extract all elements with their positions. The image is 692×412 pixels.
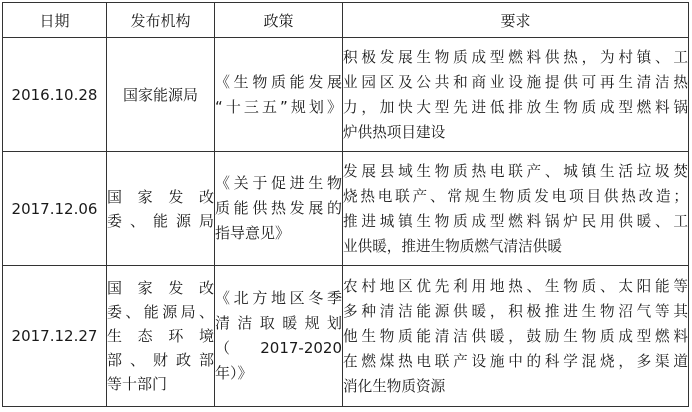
cell-org bbox=[107, 266, 215, 407]
requirement-line: 业供暖，推进生物质燃气清洁供暖 bbox=[343, 237, 562, 255]
requirement-line: 炉供热项目建设 bbox=[343, 123, 446, 141]
policy-table bbox=[2, 2, 689, 407]
org-line: 部、财政部 bbox=[107, 351, 214, 369]
table-row bbox=[3, 38, 689, 152]
requirement-line: 发展县域生物质热电联产、城镇生活垃圾焚 bbox=[343, 162, 688, 180]
requirement-line: 消化生物质资源 bbox=[343, 377, 446, 395]
requirement-line: 积极发展生物质成型燃料供热，为村镇、工 bbox=[343, 48, 688, 66]
org-line: 等十部门 bbox=[107, 375, 168, 393]
cell-policy bbox=[215, 152, 343, 266]
policy-line: “十三五”规划》 bbox=[215, 97, 342, 116]
cell-date: 2017.12.27 bbox=[3, 266, 107, 407]
table-row bbox=[3, 152, 689, 266]
header-policy: 政策 bbox=[215, 3, 343, 38]
policy-line: 年）》 bbox=[215, 364, 253, 382]
org-line: 国 家 发 改 bbox=[107, 187, 214, 206]
cell-date: 2016.10.28 bbox=[3, 38, 107, 152]
cell-requirement bbox=[343, 266, 689, 407]
requirement-line: 推进城镇生物质成型燃料锅炉民用供暖、工 bbox=[343, 212, 688, 230]
cell-requirement bbox=[343, 38, 689, 152]
header-requirement: 要求 bbox=[343, 3, 689, 38]
org-line: 委、能源局、 bbox=[107, 303, 214, 321]
policy-line: 《北方地区冬季 bbox=[215, 289, 342, 307]
org-line: 委、能源局 bbox=[107, 211, 214, 230]
cell-requirement bbox=[343, 152, 689, 266]
requirement-line: 烧热电联产、常规生物质发电项目供热改造； bbox=[343, 187, 688, 205]
table-row bbox=[3, 266, 689, 407]
org-line: 国家能源局 bbox=[122, 85, 198, 104]
policy-line: （ 2017-2020 bbox=[215, 339, 342, 357]
policy-line: 《生物质能发展 bbox=[215, 72, 342, 91]
policy-line: 指导意见》 bbox=[215, 224, 291, 242]
requirement-line: 多种清洁能源供暖，积极推进生物沼气等其 bbox=[343, 302, 688, 320]
policy-line: 质能供热发展的 bbox=[215, 199, 342, 217]
cell-date: 2017.12.06 bbox=[3, 152, 107, 266]
cell-org bbox=[107, 152, 215, 266]
header-org: 发布机构 bbox=[107, 3, 215, 38]
org-line: 生 态 环 境 bbox=[107, 327, 214, 345]
policy-line: 清洁取暖规划 bbox=[215, 314, 342, 332]
requirement-line: 力，加快大型先进低排放生物质成型燃料锅 bbox=[343, 98, 688, 116]
policy-line: 《关于促进生物 bbox=[215, 174, 342, 192]
requirement-line: 农村地区优先利用地热、生物质、太阳能等 bbox=[343, 277, 688, 295]
cell-policy bbox=[215, 266, 343, 407]
table-header-row bbox=[3, 3, 689, 38]
cell-org bbox=[107, 38, 215, 152]
requirement-line: 业园区及公共和商业设施提供可再生清洁热 bbox=[343, 73, 688, 91]
requirement-line: 在燃煤热电联产设施中的科学混烧，多渠道 bbox=[343, 352, 688, 370]
requirement-line: 他生物质能清洁供暖，鼓励生物质成型燃料 bbox=[343, 327, 688, 345]
cell-policy bbox=[215, 38, 343, 152]
org-line: 国 家 发 改 bbox=[107, 279, 214, 297]
header-date: 日期 bbox=[3, 3, 107, 38]
